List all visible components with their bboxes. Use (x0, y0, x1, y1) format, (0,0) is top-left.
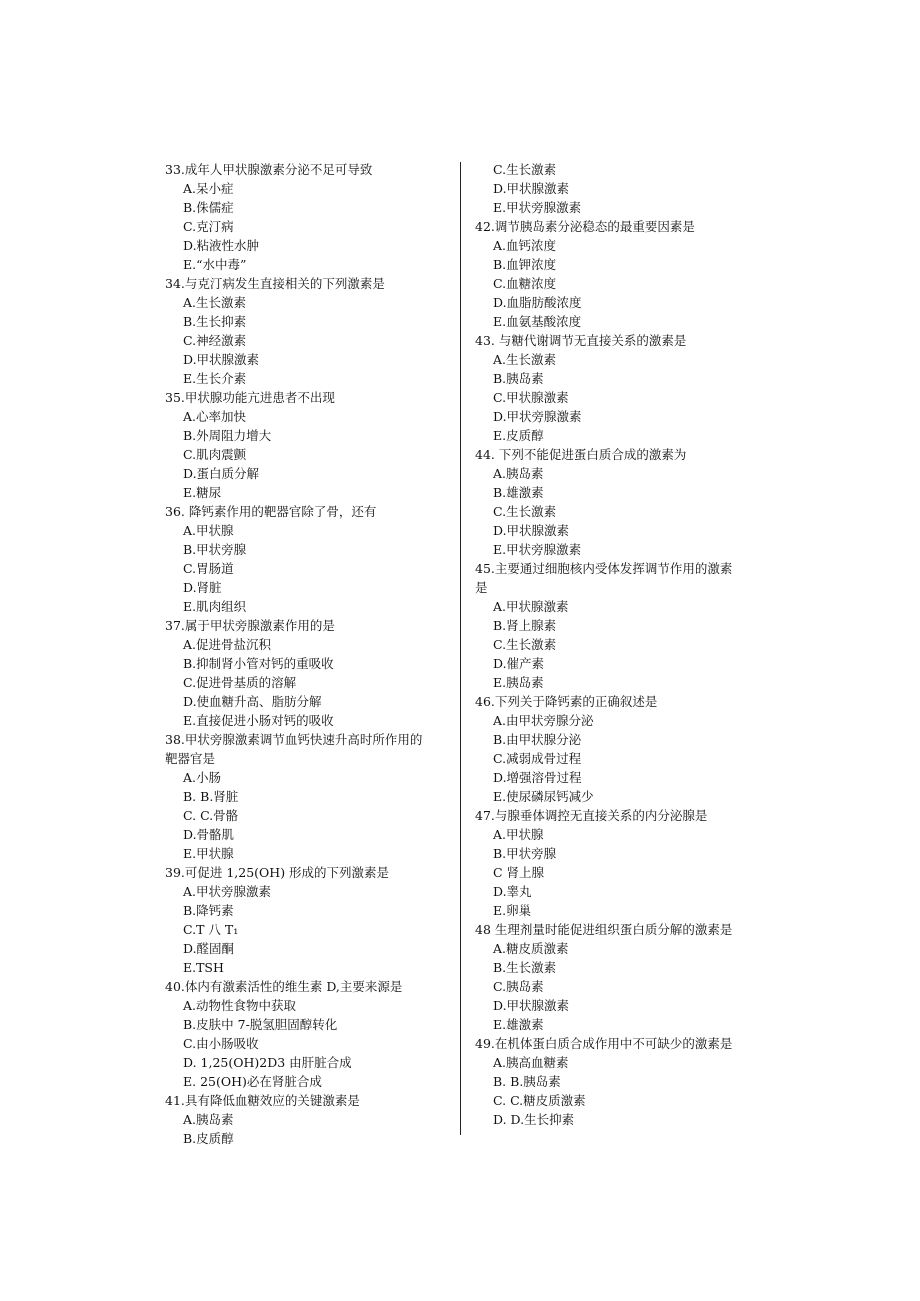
answer-option: B. B.肾脏 (183, 789, 239, 804)
left-column (165, 160, 455, 1148)
answer-option: C.T 八 T₁ (183, 922, 239, 937)
answer-option: C.胃肠道 (183, 561, 234, 576)
answer-option: B.皮肤中 7-脱氢胆固醇转化 (183, 1017, 338, 1032)
answer-option: D.睾丸 (493, 884, 532, 899)
question-text: 49.在机体蛋白质合成作用中不可缺少的激素是 (475, 1036, 733, 1051)
answer-option: C.胰岛素 (493, 979, 544, 994)
answer-option: B.外周阻力增大 (183, 428, 272, 443)
right-column (475, 160, 765, 1129)
answer-option: A.胰岛素 (493, 466, 544, 481)
question-text: 是 (475, 580, 488, 595)
answer-option: E.肌肉组织 (183, 599, 247, 614)
answer-option: C.克汀病 (183, 219, 234, 234)
answer-option: C.甲状腺激素 (493, 390, 569, 405)
answer-option: E.甲状腺 (183, 846, 234, 861)
question-text: 48 生理剂量时能促进组织蛋白质分解的激素是 (475, 922, 733, 937)
answer-option: B.皮质醇 (183, 1131, 234, 1146)
answer-option: C 肾上腺 (493, 865, 545, 880)
answer-option: C.肌肉震颤 (183, 447, 247, 462)
answer-option: C.神经激素 (183, 333, 247, 348)
question-text: 42.调节胰岛素分泌稳态的最重要因素是 (475, 219, 695, 234)
answer-option: A.血钙浓度 (493, 238, 557, 253)
answer-option: C.减弱成骨过程 (493, 751, 582, 766)
answer-option: A.心率加快 (183, 409, 247, 424)
answer-option: D.甲状腺激素 (183, 352, 260, 367)
answer-option: E.甲状旁腺激素 (493, 200, 582, 215)
answer-option: A.甲状腺 (183, 523, 234, 538)
answer-option: A.呆小症 (183, 181, 234, 196)
answer-option: C.促进骨基质的溶解 (183, 675, 297, 690)
answer-option: E.“水中毒” (183, 257, 247, 272)
answer-option: E.皮质醇 (493, 428, 544, 443)
answer-option: B.血钾浓度 (493, 257, 557, 272)
answer-option: D. 1,25(OH)2D3 由肝脏合成 (183, 1055, 352, 1070)
answer-option: A.小肠 (183, 770, 222, 785)
question-text: 靶器官是 (165, 751, 216, 766)
answer-option: B.肾上腺素 (493, 618, 557, 633)
question-text: 45.主要通过细胞核内受体发挥调节作用的激素 (475, 561, 733, 576)
question-text: 34.与克汀病发生直接相关的下列激素是 (165, 276, 385, 291)
answer-option: B.由甲状腺分泌 (493, 732, 582, 747)
answer-option: E.血氨基酸浓度 (493, 314, 582, 329)
answer-option: E.生长介素 (183, 371, 247, 386)
answer-option: E.TSH (183, 960, 224, 975)
answer-option: B.生长抑素 (183, 314, 247, 329)
answer-option: C. C.糖皮质激素 (493, 1093, 586, 1108)
answer-option: A.生长激素 (493, 352, 557, 367)
answer-option: D.使血糖升高、脂肪分解 (183, 694, 322, 709)
answer-option: B.抑制肾小管对钙的重吸收 (183, 656, 334, 671)
answer-option: A.糖皮质激素 (493, 941, 569, 956)
answer-option: D.甲状腺激素 (493, 523, 570, 538)
answer-option: E.直接促进小肠对钙的吸收 (183, 713, 334, 728)
answer-option: A.由甲状旁腺分泌 (493, 713, 594, 728)
answer-option: D.肾脏 (183, 580, 222, 595)
question-text: 47.与腺垂体调控无直接关系的内分泌腺是 (475, 808, 708, 823)
answer-option: C.生长激素 (493, 162, 557, 177)
question-text: 35.甲状腺功能亢进患者不出现 (165, 390, 335, 405)
answer-option: C.生长激素 (493, 504, 557, 519)
answer-option: D.甲状腺激素 (493, 181, 570, 196)
answer-option: E. 25(OH)必在肾脏合成 (183, 1074, 322, 1089)
question-text: 36. 降钙素作用的靶器官除了骨，还有 (165, 504, 377, 519)
answer-option: B.甲状旁腺 (493, 846, 557, 861)
question-text: 46.下列关于降钙素的正确叙述是 (475, 694, 658, 709)
answer-option: B.雄激素 (493, 485, 544, 500)
answer-option: E.卵巢 (493, 903, 532, 918)
answer-option: D.醛固酮 (183, 941, 235, 956)
answer-option: A.生长激素 (183, 295, 247, 310)
question-text: 43. 与糖代谢调节无直接关系的激素是 (475, 333, 687, 348)
question-text: 40.体内有激素活性的维生素 D,主要来源是 (165, 979, 403, 994)
answer-option: C.由小肠吸收 (183, 1036, 259, 1051)
question-text: 33.成年人甲状腺激素分泌不足可导致 (165, 162, 373, 177)
answer-option: A.甲状旁腺激素 (183, 884, 272, 899)
answer-option: B.甲状旁腺 (183, 542, 247, 557)
answer-option: E.使尿磷尿钙减少 (493, 789, 594, 804)
answer-option: D.血脂肪酸浓度 (493, 295, 582, 310)
answer-option: A.促进骨盐沉积 (183, 637, 272, 652)
answer-option: B.侏儒症 (183, 200, 234, 215)
answer-option: C. C.骨骼 (183, 808, 239, 823)
answer-option: B.胰岛素 (493, 371, 544, 386)
answer-option: E.胰岛素 (493, 675, 544, 690)
answer-option: D. D.生长抑素 (493, 1112, 575, 1127)
answer-option: B. B.胰岛素 (493, 1074, 561, 1089)
answer-option: A.胰高血糖素 (493, 1055, 569, 1070)
answer-option: A.胰岛素 (183, 1112, 234, 1127)
answer-option: D.甲状腺激素 (493, 998, 570, 1013)
answer-option: D.粘液性水肿 (183, 238, 260, 253)
question-text: 37.属于甲状旁腺激素作用的是 (165, 618, 335, 633)
question-text: 38.甲状旁腺激素调节血钙快速升高时所作用的 (165, 732, 423, 747)
question-text: 44. 下列不能促进蛋白质合成的激素为 (475, 447, 687, 462)
question-text: 41.具有降低血糖效应的关键激素是 (165, 1093, 360, 1108)
answer-option: C.血糖浓度 (493, 276, 557, 291)
answer-option: B.降钙素 (183, 903, 234, 918)
answer-option: D.甲状旁腺激素 (493, 409, 582, 424)
answer-option: C.生长激素 (493, 637, 557, 652)
answer-option: D.骨骼肌 (183, 827, 235, 842)
answer-option: A.甲状腺激素 (493, 599, 569, 614)
answer-option: E.甲状旁腺激素 (493, 542, 582, 557)
answer-option: E.雄激素 (493, 1017, 544, 1032)
answer-option: D.蛋白质分解 (183, 466, 260, 481)
answer-option: A.甲状腺 (493, 827, 544, 842)
answer-option: D.增强溶骨过程 (493, 770, 582, 785)
question-text: 39.可促进 1,25(OH) 形成的下列激素是 (165, 865, 390, 880)
answer-option: E.糖尿 (183, 485, 222, 500)
answer-option: D.催产素 (493, 656, 545, 671)
column-divider (460, 162, 461, 1135)
answer-option: B.生长激素 (493, 960, 557, 975)
answer-option: A.动物性食物中获取 (183, 998, 297, 1013)
